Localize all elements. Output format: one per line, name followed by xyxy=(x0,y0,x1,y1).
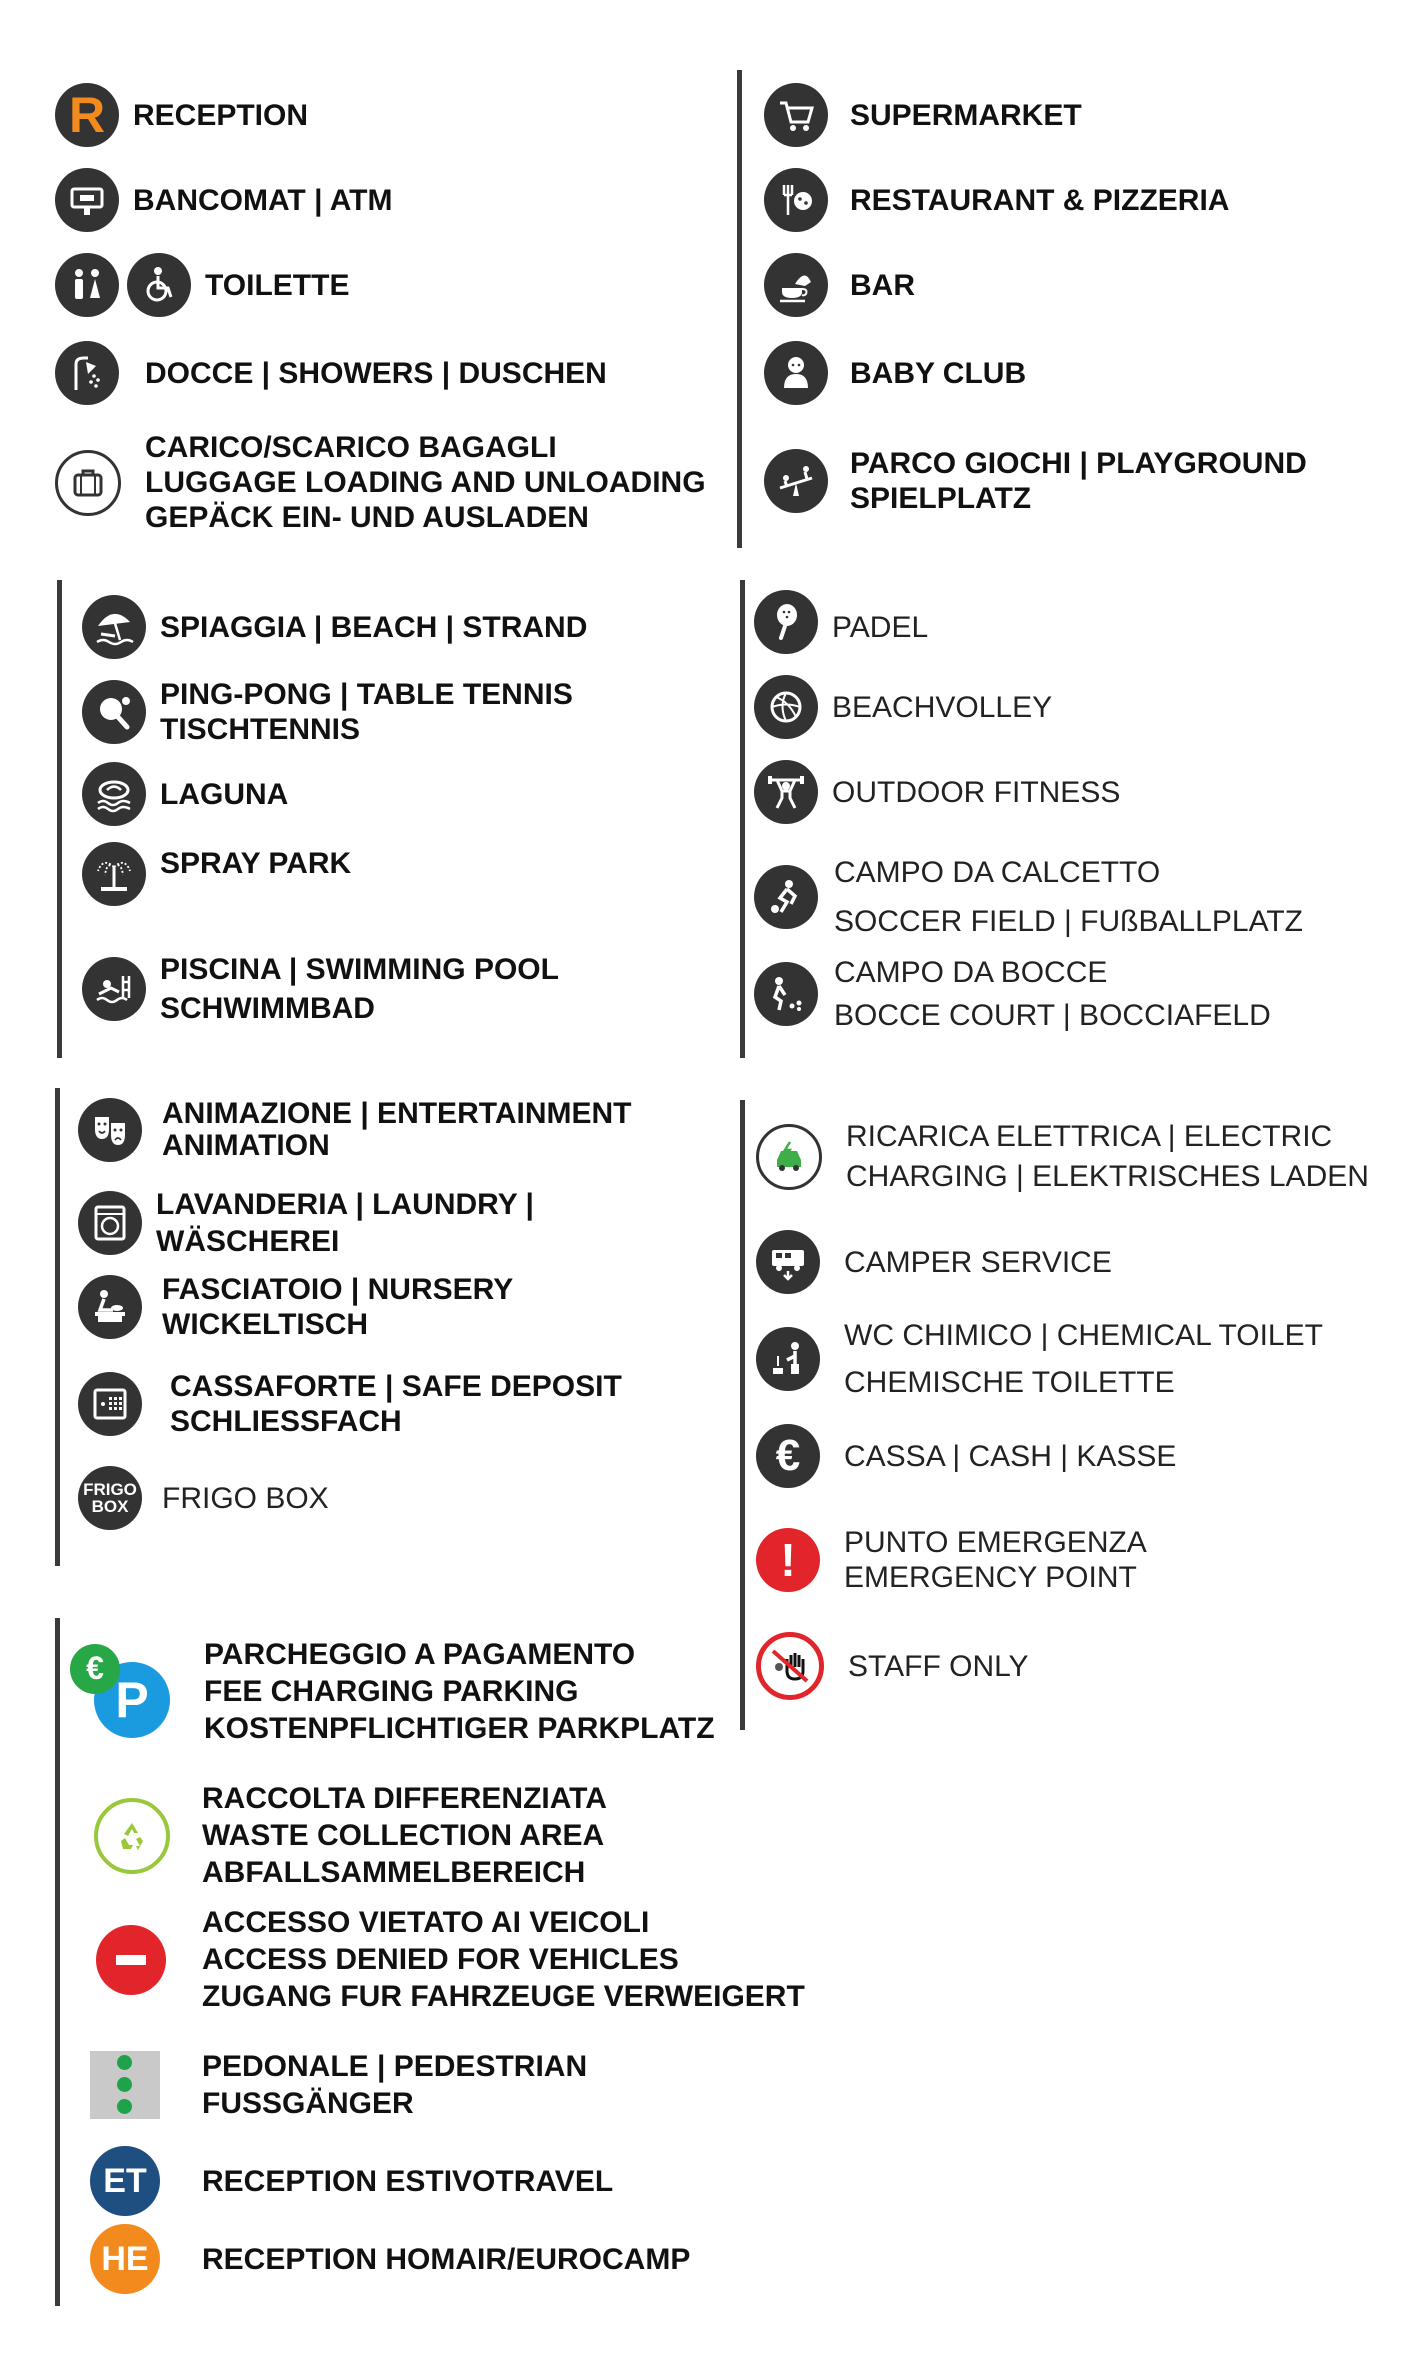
legend-item-beach xyxy=(82,595,587,659)
legend-item-bocce xyxy=(754,955,1271,1033)
legend-label: PING-PONG | TABLE TENNIS TISCHTENNIS xyxy=(160,678,573,746)
pedestrian-path-icon xyxy=(90,2051,160,2119)
legend-item-camper xyxy=(756,1230,1112,1294)
legend-label: CARICO/SCARICO BAGAGLI LUGGAGE LOADING AND UNLOADING GEPÄCK EIN- UND AUSLADEN xyxy=(145,431,706,534)
legend-label: FASCIATOIO | NURSERY WICKELTISCH xyxy=(162,1273,514,1341)
legend-label: RECEPTION HOMAIR/EUROCAMP xyxy=(202,2242,691,2276)
legend-item-padel xyxy=(754,590,928,654)
legend-item-playground xyxy=(764,446,1307,516)
paid-parking-icon xyxy=(70,1644,172,1740)
restaurant-icon xyxy=(764,168,828,232)
nursery-icon xyxy=(78,1275,142,1339)
legend-label: OUTDOOR FITNESS xyxy=(832,775,1121,809)
legend-item-soccer xyxy=(754,855,1303,939)
euro-icon: € xyxy=(756,1424,820,1488)
legend-label: PARCO GIOCHI | PLAYGROUND SPIELPLATZ xyxy=(850,447,1307,515)
pedestrian-dot xyxy=(117,2055,132,2070)
legend-item-reception xyxy=(55,83,308,147)
legend-label: PEDONALE | PEDESTRIAN FUSSGÄNGER xyxy=(202,2050,588,2120)
legend-label: SPIAGGIA | BEACH | STRAND xyxy=(160,610,588,644)
legend-label: BAR xyxy=(850,268,915,302)
spray-park-icon xyxy=(82,842,146,906)
legend-label: SPRAY PARK xyxy=(160,846,352,880)
et-badge-icon: ET xyxy=(90,2146,160,2216)
legend-item-beachvolley xyxy=(754,675,1052,739)
camper-icon xyxy=(756,1230,820,1294)
divider-bar xyxy=(55,1618,60,2306)
playground-icon xyxy=(764,449,828,513)
legend-label: CASSAFORTE | SAFE DEPOSIT SCHLIESSFACH xyxy=(170,1370,622,1438)
legend-item-frigo-box xyxy=(78,1466,329,1530)
reception-r-icon: R xyxy=(55,83,119,147)
legend-label: BANCOMAT | ATM xyxy=(133,183,393,217)
emergency-icon: ! xyxy=(756,1528,820,1592)
washing-machine-icon xyxy=(78,1191,142,1255)
swimming-pool-icon xyxy=(82,957,146,1021)
legend-item-luggage xyxy=(55,430,706,535)
legend-item-reception-homair xyxy=(90,2224,690,2294)
bocce-icon xyxy=(754,962,818,1026)
legend-label: FRIGO BOX xyxy=(162,1481,329,1515)
recycling-icon xyxy=(94,1798,170,1874)
legend-item-ping-pong xyxy=(82,677,573,747)
legend-item-bar xyxy=(764,253,915,317)
legend-label: RACCOLTA DIFFERENZIATA WASTE COLLECTION AREA ABFALLSAMMELBEREICH xyxy=(202,1782,607,1889)
toilet-icon xyxy=(55,253,119,317)
theater-masks-icon xyxy=(78,1098,142,1162)
baby-club-icon xyxy=(764,341,828,405)
legend-item-toilet xyxy=(55,253,349,317)
legend-item-no-entry xyxy=(96,1904,805,2015)
divider-bar xyxy=(740,580,745,1058)
fitness-icon xyxy=(754,760,818,824)
supermarket-cart-icon xyxy=(764,83,828,147)
legend-item-pedestrian xyxy=(90,2048,587,2122)
divider-bar xyxy=(737,70,742,548)
legend-item-nursery xyxy=(78,1272,513,1342)
beach-umbrella-icon xyxy=(82,595,146,659)
legend-label: ACCESSO VIETATO AI VEICOLI ACCESS DENIED FOR VEHICLES ZUGANG FUR FAHRZEUGE VERWEIGERT xyxy=(202,1906,805,2013)
legend-label: WC CHIMICO | CHEMICAL TOILET CHEMISCHE TOILETTE xyxy=(844,1319,1323,1399)
legend-item-chemical-toilet xyxy=(756,1318,1323,1400)
legend-label: BEACHVOLLEY xyxy=(832,690,1053,724)
legend-item-ev-charging xyxy=(756,1117,1369,1197)
safe-icon xyxy=(78,1372,142,1436)
legend-item-spray-park xyxy=(82,842,351,906)
beachvolley-icon xyxy=(754,675,818,739)
legend-label: RESTAURANT & PIZZERIA xyxy=(850,183,1230,217)
legend-item-reception-estivotravel xyxy=(90,2146,613,2216)
legend-item-baby-club xyxy=(764,341,1026,405)
lagoon-icon xyxy=(82,762,146,826)
legend-item-paid-parking xyxy=(70,1636,715,1747)
legend-label: SUPERMARKET xyxy=(850,98,1082,132)
legend-label: PISCINA | SWIMMING POOL SCHWIMMBAD xyxy=(160,953,559,1025)
legend-item-lagoon xyxy=(82,762,288,826)
divider-bar xyxy=(55,1088,60,1566)
legend-label: RICARICA ELETTRICA | ELECTRIC CHARGING | ELEKTRISCHES LADEN xyxy=(846,1120,1369,1193)
ping-pong-icon xyxy=(82,680,146,744)
legend-item-laundry xyxy=(78,1186,534,1260)
padel-icon xyxy=(754,590,818,654)
legend-label: PARCHEGGIO A PAGAMENTO FEE CHARGING PARKING KOSTENPFLICHTIGER PARKPLATZ xyxy=(204,1638,715,1745)
legend-label: CAMPO DA BOCCE BOCCE COURT | BOCCIAFELD xyxy=(834,956,1271,1032)
he-badge-icon: HE xyxy=(90,2224,160,2294)
pedestrian-dot xyxy=(117,2077,132,2092)
divider-bar xyxy=(740,1100,745,1730)
legend-item-recycling xyxy=(94,1780,607,1891)
legend-item-cash xyxy=(756,1424,1176,1488)
bar-icon xyxy=(764,253,828,317)
luggage-icon xyxy=(55,450,121,516)
legend-item-atm xyxy=(55,168,392,232)
wheelchair-icon xyxy=(127,253,191,317)
legend-label: RECEPTION ESTIVOTRAVEL xyxy=(202,2164,614,2198)
staff-only-icon xyxy=(756,1632,824,1700)
legend-item-entertainment xyxy=(78,1098,631,1162)
legend-label: ANIMAZIONE | ENTERTAINMENT ANIMATION xyxy=(162,1097,632,1162)
legend-label: RECEPTION xyxy=(133,98,309,132)
legend-label: PUNTO EMERGENZA EMERGENCY POINT xyxy=(844,1526,1147,1594)
legend-label: LAGUNA xyxy=(160,777,289,811)
legend-label: CAMPER SERVICE xyxy=(844,1245,1112,1279)
legend-label: CASSA | CASH | KASSE xyxy=(844,1439,1177,1473)
legend-item-fitness xyxy=(754,760,1120,824)
atm-icon xyxy=(55,168,119,232)
legend-item-supermarket xyxy=(764,83,1082,147)
legend-item-emergency xyxy=(756,1525,1147,1595)
legend-label: BABY CLUB xyxy=(850,356,1027,390)
legend-label: TOILETTE xyxy=(205,268,350,302)
legend-label: STAFF ONLY xyxy=(848,1649,1029,1683)
chemical-toilet-icon xyxy=(756,1327,820,1391)
legend-label: PADEL xyxy=(832,610,929,644)
pedestrian-dot xyxy=(117,2099,132,2114)
legend-item-safe xyxy=(78,1369,622,1439)
parking-p-circle: P xyxy=(94,1662,170,1738)
legend-label: LAVANDERIA | LAUNDRY | WÄSCHEREI xyxy=(156,1188,534,1258)
legend-label: DOCCE | SHOWERS | DUSCHEN xyxy=(145,356,607,390)
parking-euro-badge: € xyxy=(70,1644,120,1694)
legend-label: CAMPO DA CALCETTO SOCCER FIELD | FUßBALLPLATZ xyxy=(834,856,1303,938)
legend-item-shower xyxy=(55,341,607,405)
legend-item-restaurant xyxy=(764,168,1229,232)
no-entry-icon xyxy=(96,1925,166,1995)
ev-charging-icon xyxy=(756,1124,822,1190)
frigo-box-icon: FRIGO BOX xyxy=(78,1466,142,1530)
shower-icon xyxy=(55,341,119,405)
divider-bar xyxy=(57,580,62,1058)
legend-item-swimming-pool xyxy=(82,952,559,1026)
soccer-icon xyxy=(754,865,818,929)
legend-item-staff-only xyxy=(756,1632,1029,1700)
